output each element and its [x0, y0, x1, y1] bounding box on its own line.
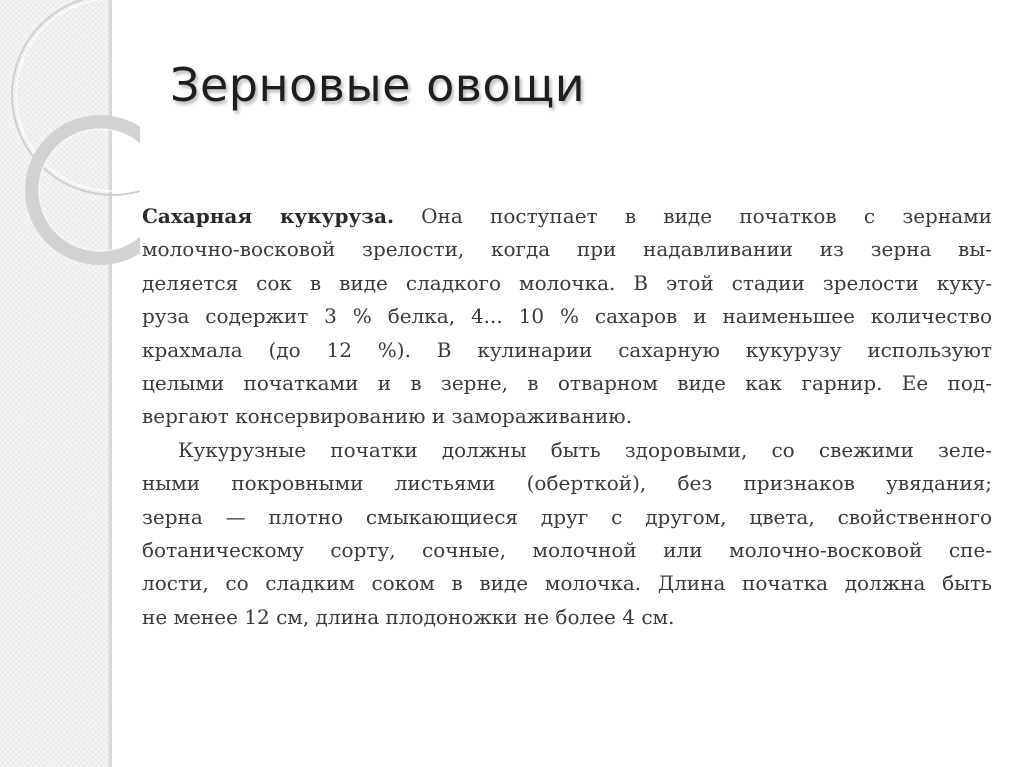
text-line-rest: Она поступает в виде початков с зернами	[393, 204, 993, 228]
text-line: не менее 12 см, длина плодоножки не более 4 см.	[142, 604, 675, 629]
text-line	[142, 200, 992, 233]
lead-term: Сахарная кукуруза.	[142, 204, 394, 228]
text-line: зерна — плотно смыкающиеся друг с другом, цвета, свойственного	[142, 504, 992, 529]
text-line: ными покровными листьями (оберткой), без признаков увядания;	[142, 471, 992, 496]
text-line: крахмала (до 12 %). В кулинарии сахарную кукурузу используют	[142, 337, 992, 362]
text-line: лости, со сладким соком в виде молочка. Длина початка должна быть	[142, 571, 992, 596]
slide-title: Зерновые овощи	[170, 58, 586, 112]
text-line: руза содержит 3 % белка, 4... 10 % сахаров и наименьшее количество	[142, 304, 992, 329]
body-text	[142, 200, 992, 634]
text-line: молочно-восковой зрелости, когда при надавливании из зерна вы-	[142, 237, 992, 262]
text-line: целыми початками и в зерне, в отварном виде как гарнир. Ее под-	[142, 370, 992, 395]
text-line: деляется сок в виде сладкого молочка. В этой стадии зрелости куку-	[142, 270, 992, 295]
text-line: Кукурузные початки должны быть здоровыми, со свежими зеле-	[178, 437, 992, 462]
decorative-circles	[0, 0, 140, 300]
text-line: ботаническому сорту, сочные, молочной или молочно-восковой спе-	[142, 537, 992, 562]
text-line: вергают консервированию и замораживанию.	[142, 404, 633, 429]
